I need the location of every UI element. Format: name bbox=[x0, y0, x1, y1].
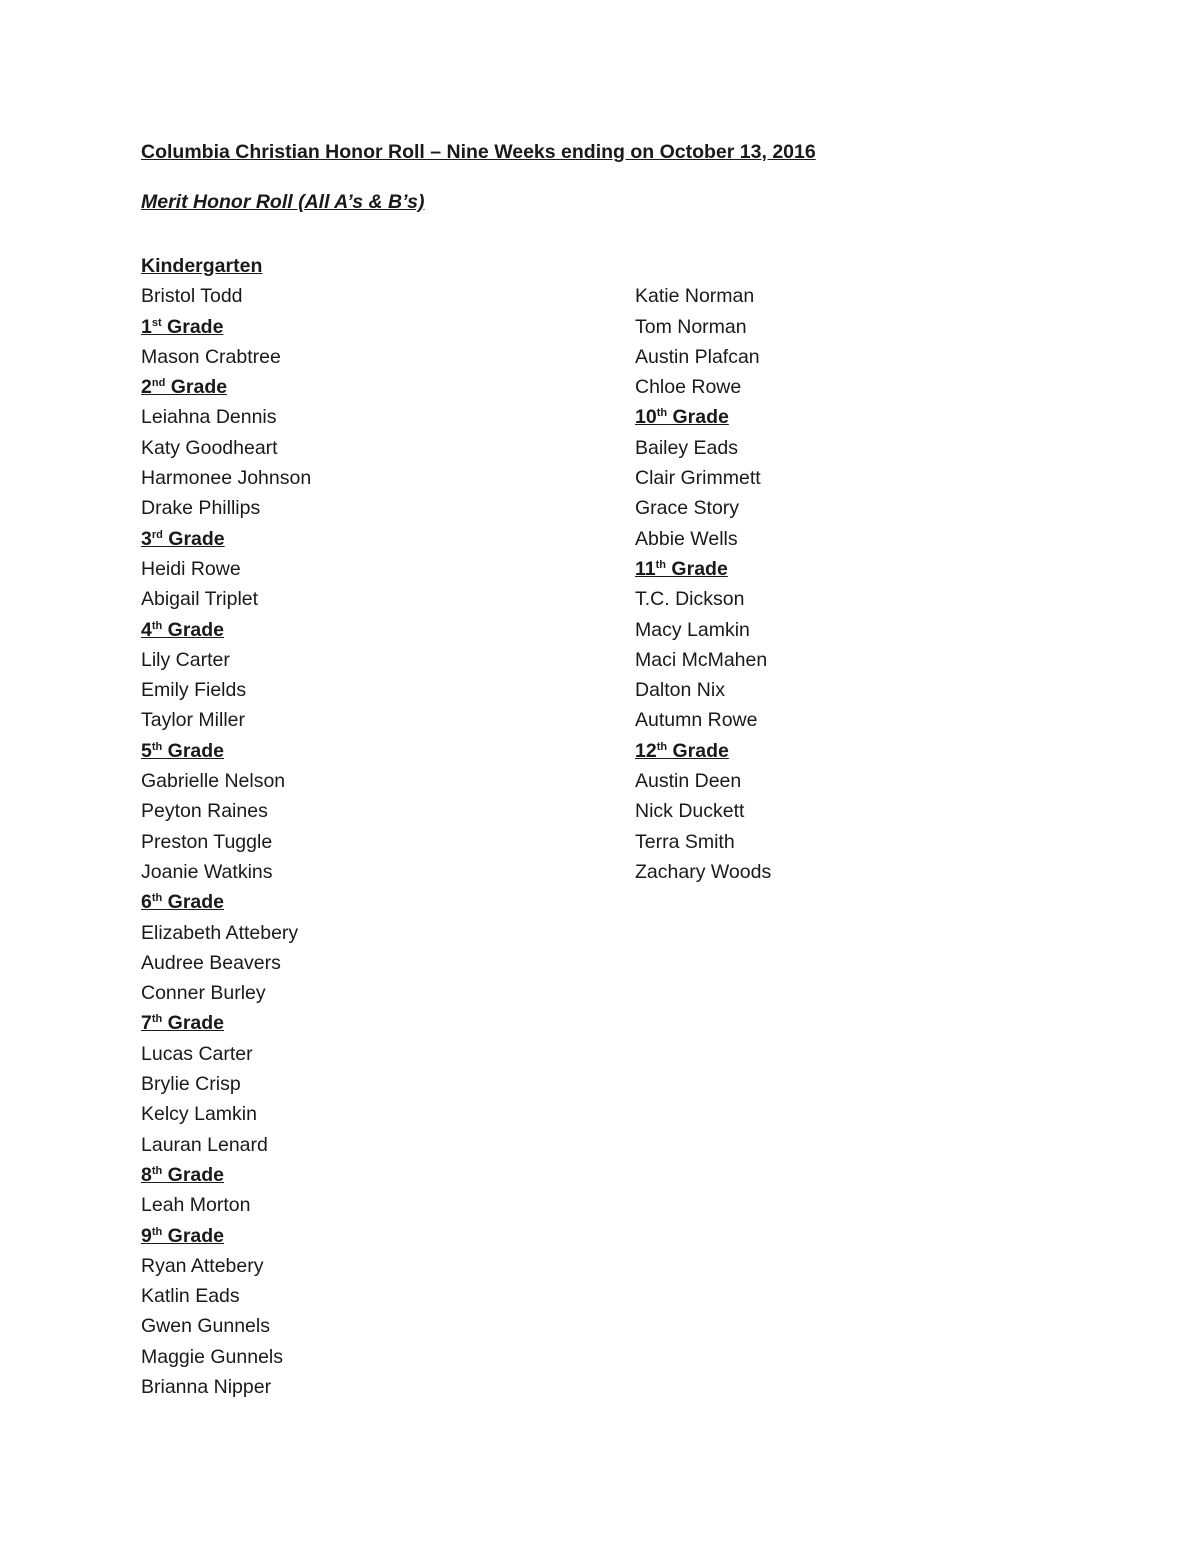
student-name: Dalton Nix bbox=[635, 679, 725, 702]
student-name: Maggie Gunnels bbox=[141, 1345, 284, 1368]
grade-number: 7 bbox=[141, 1012, 152, 1035]
grade-heading bbox=[141, 372, 311, 402]
student-name: Katlin Eads bbox=[141, 1285, 240, 1308]
grade-label: Grade bbox=[162, 527, 225, 550]
grade-label: Grade bbox=[666, 557, 728, 580]
grade-number: 1 bbox=[141, 315, 152, 338]
student-name: Gwen Gunnels bbox=[141, 1315, 270, 1338]
student-name: Leiahna Dennis bbox=[141, 406, 277, 429]
student-name: Katie Norman bbox=[635, 285, 755, 308]
grade-ordinal-suffix: th bbox=[151, 1164, 163, 1177]
student-name: T.C. Dickson bbox=[635, 588, 745, 611]
grade-heading bbox=[141, 615, 311, 645]
document-title: Columbia Christian Honor Roll – Nine Weeks ending on October 13, 2016 bbox=[141, 141, 816, 163]
student-name: Brianna Nipper bbox=[141, 1375, 272, 1398]
student-name: Chloe Rowe bbox=[635, 376, 742, 399]
student-name: Autumn Rowe bbox=[635, 709, 758, 732]
grade-label: Grade bbox=[162, 618, 225, 641]
student-name: Maci McMahen bbox=[635, 648, 768, 671]
student-name: Leah Morton bbox=[141, 1194, 251, 1217]
grade-heading bbox=[635, 554, 771, 584]
student-name: Ryan Attebery bbox=[141, 1254, 264, 1277]
grade-label: Grade bbox=[161, 315, 224, 338]
student-name: Drake Phillips bbox=[141, 497, 261, 520]
student-name: Joanie Watkins bbox=[141, 860, 273, 883]
student-name: Grace Story bbox=[635, 497, 740, 520]
grade-number: 9 bbox=[141, 1224, 152, 1247]
grade-label: Grade bbox=[162, 739, 225, 762]
grade-heading bbox=[141, 887, 311, 917]
grade-heading bbox=[141, 736, 311, 766]
grade-label: Grade bbox=[667, 739, 729, 762]
grade-heading bbox=[635, 402, 771, 432]
grade-heading bbox=[141, 312, 311, 342]
grade-ordinal-suffix: th bbox=[151, 619, 163, 632]
student-name: Zachary Woods bbox=[635, 860, 772, 883]
student-name: Bristol Todd bbox=[141, 285, 243, 308]
student-name: Austin Plafcan bbox=[635, 345, 760, 368]
student-name: Tom Norman bbox=[635, 315, 747, 338]
grade-label: Grade bbox=[162, 1012, 225, 1035]
student-name: Brylie Crisp bbox=[141, 1073, 241, 1096]
student-name: Preston Tuggle bbox=[141, 830, 273, 853]
student-name: Elizabeth Attebery bbox=[141, 921, 299, 944]
left-column bbox=[141, 251, 311, 1402]
student-name: Harmonee Johnson bbox=[141, 467, 312, 490]
grade-heading bbox=[141, 251, 311, 281]
student-name: Audree Beavers bbox=[141, 951, 281, 974]
student-name: Lucas Carter bbox=[141, 1042, 253, 1065]
grade-label: Kindergarten bbox=[141, 255, 263, 277]
grade-number: 2 bbox=[141, 376, 152, 399]
student-name: Katy Goodheart bbox=[141, 436, 278, 459]
grade-ordinal-suffix: th bbox=[151, 892, 163, 905]
student-name: Macy Lamkin bbox=[635, 618, 750, 641]
grade-ordinal-suffix: th bbox=[656, 740, 668, 753]
student-name: Nick Duckett bbox=[635, 800, 745, 823]
student-name: Austin Deen bbox=[635, 770, 742, 793]
grade-label: Grade bbox=[162, 891, 225, 914]
student-name: Lily Carter bbox=[141, 648, 230, 671]
grade-ordinal-suffix: nd bbox=[151, 377, 166, 390]
grade-number: 3 bbox=[141, 527, 152, 550]
grade-number: 11 bbox=[635, 557, 656, 580]
grade-number: 12 bbox=[635, 739, 657, 762]
student-name: Conner Burley bbox=[141, 982, 266, 1005]
grade-heading bbox=[635, 736, 771, 766]
student-name: Gabrielle Nelson bbox=[141, 770, 286, 793]
right-column bbox=[635, 281, 771, 887]
student-name: Bailey Eads bbox=[635, 436, 738, 459]
student-name: Abbie Wells bbox=[635, 527, 738, 550]
student-name: Mason Crabtree bbox=[141, 345, 281, 368]
grade-ordinal-suffix: th bbox=[151, 740, 163, 753]
grade-label: Grade bbox=[162, 1163, 225, 1186]
student-name: Terra Smith bbox=[635, 830, 735, 853]
grade-heading bbox=[141, 1221, 311, 1251]
student-name: Clair Grimmett bbox=[635, 467, 761, 490]
grade-label: Grade bbox=[162, 1224, 225, 1247]
student-name: Heidi Rowe bbox=[141, 557, 241, 580]
grade-heading bbox=[141, 1160, 311, 1190]
honor-roll-subtitle: Merit Honor Roll (All A’s & B’s) bbox=[141, 191, 425, 213]
grade-label: Grade bbox=[667, 406, 729, 429]
grade-number: 4 bbox=[141, 618, 152, 641]
grade-ordinal-suffix: th bbox=[151, 1225, 163, 1238]
student-name: Peyton Raines bbox=[141, 800, 268, 823]
student-name: Kelcy Lamkin bbox=[141, 1103, 257, 1126]
grade-number: 5 bbox=[141, 739, 152, 762]
student-name: Taylor Miller bbox=[141, 709, 246, 732]
grade-ordinal-suffix: th bbox=[655, 558, 667, 571]
grade-number: 8 bbox=[141, 1163, 152, 1186]
grade-number: 10 bbox=[635, 406, 657, 429]
student-name: Abigail Triplet bbox=[141, 588, 259, 611]
student-name: Lauran Lenard bbox=[141, 1133, 268, 1156]
grade-ordinal-suffix: st bbox=[151, 316, 162, 329]
student-name: Emily Fields bbox=[141, 679, 247, 702]
grade-heading bbox=[141, 524, 311, 554]
grade-ordinal-suffix: rd bbox=[151, 528, 163, 541]
grade-label: Grade bbox=[165, 376, 228, 399]
grade-ordinal-suffix: th bbox=[151, 1013, 163, 1026]
grade-number: 6 bbox=[141, 891, 152, 914]
grade-heading bbox=[141, 1008, 311, 1038]
grade-ordinal-suffix: th bbox=[656, 407, 668, 420]
